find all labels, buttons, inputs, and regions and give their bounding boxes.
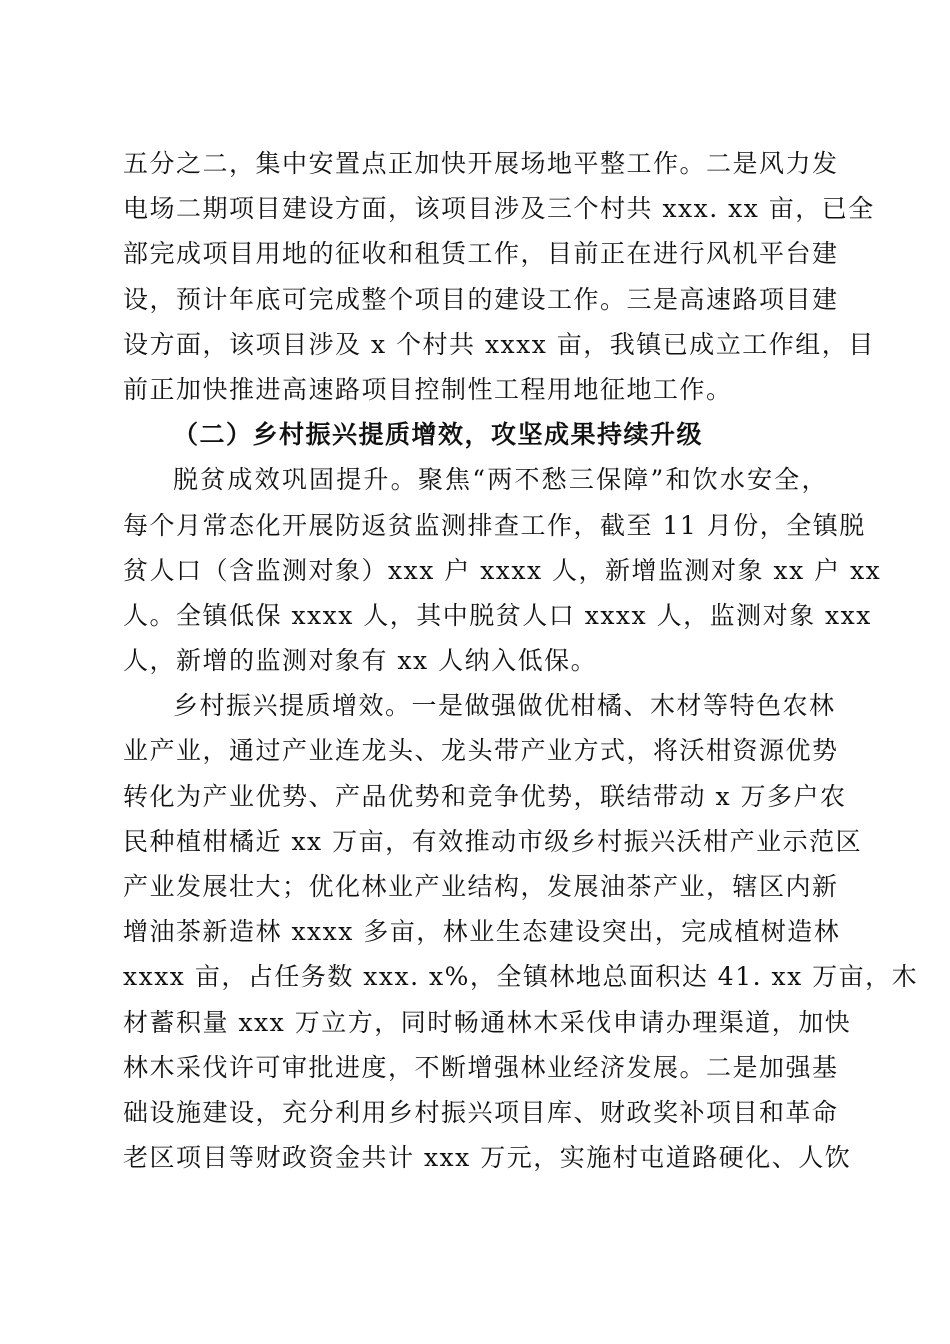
paragraph-land-projects — [123, 141, 875, 412]
text-line: xxxx 亩，占任务数 xxx. x%，全镇林地总面积达 41. xx 万亩，木 — [123, 962, 919, 992]
text-line: 电场二期项目建设方面，该项目涉及三个村共 xxx. xx 亩，已全 — [123, 194, 875, 224]
text-line: 设，预计年底可完成整个项目的建设工作。三是高速路项目建 — [123, 284, 839, 314]
document-body — [123, 141, 919, 1180]
text-line: 每个月常态化开展防返贫监测排查工作，截至 11 月份，全镇脱 — [123, 510, 866, 540]
text-line: 业产业，通过产业连龙头、龙头带产业方式，将沃柑资源优势 — [123, 736, 839, 766]
text-line: 础设施建设，充分利用乡村振兴项目库、财政奖补项目和革命 — [123, 1097, 839, 1127]
text-line: 增油茶新造林 xxxx 多亩，林业生态建设突出，完成植树造林 — [123, 917, 841, 947]
text-line: 部完成项目用地的征收和租赁工作，目前正在进行风机平台建 — [123, 239, 839, 269]
text-line: 设方面，该项目涉及 x 个村共 xxxx 亩，我镇已成立工作组，目 — [123, 329, 875, 359]
text-line: 贫人口（含监测对象）xxx 户 xxxx 人，新增监测对象 xx 户 xx — [123, 555, 882, 585]
text-line: 产业发展壮大；优化林业产业结构，发展油茶产业，辖区内新 — [123, 872, 839, 901]
text-line: 乡村振兴提质增效。一是做强做优柑橘、木材等特色农林 — [173, 691, 836, 721]
text-line: 脱贫成效巩固提升。聚焦“两不愁三保障”和饮水安全， — [173, 465, 828, 495]
text-line: 人。全镇低保 xxxx 人，其中脱贫人口 xxxx 人，监测对象 xxx — [123, 600, 872, 630]
text-line: 老区项目等财政资金共计 xxx 万元，实施村屯道路硬化、人饮 — [123, 1143, 852, 1173]
text-line: 五分之二，集中安置点正加快开展场地平整工作。二是风力发 — [123, 149, 839, 178]
text-line: 林木采伐许可审批进度，不断增强林业经济发展。二是加强基 — [123, 1052, 839, 1082]
text-line: 材蓄积量 xxx 万立方，同时畅通林木采伐申请办理渠道，加快 — [123, 1007, 852, 1037]
section-heading: （二）乡村振兴提质增效，攻坚成果持续升级 — [173, 420, 704, 450]
text-line: 人，新增的监测对象有 xx 人纳入低保。 — [123, 646, 598, 676]
paragraph-rural-revitalization — [123, 683, 919, 1180]
paragraph-poverty-alleviation — [123, 457, 882, 683]
text-line: 转化为产业优势、产品优势和竞争优势，联结带动 x 万多户农 — [123, 781, 847, 811]
text-line: 民种植柑橘近 xx 万亩，有效推动市级乡村振兴沃柑产业示范区 — [123, 826, 863, 856]
text-line: 前正加快推进高速路项目控制性工程用地征地工作。 — [123, 374, 733, 404]
